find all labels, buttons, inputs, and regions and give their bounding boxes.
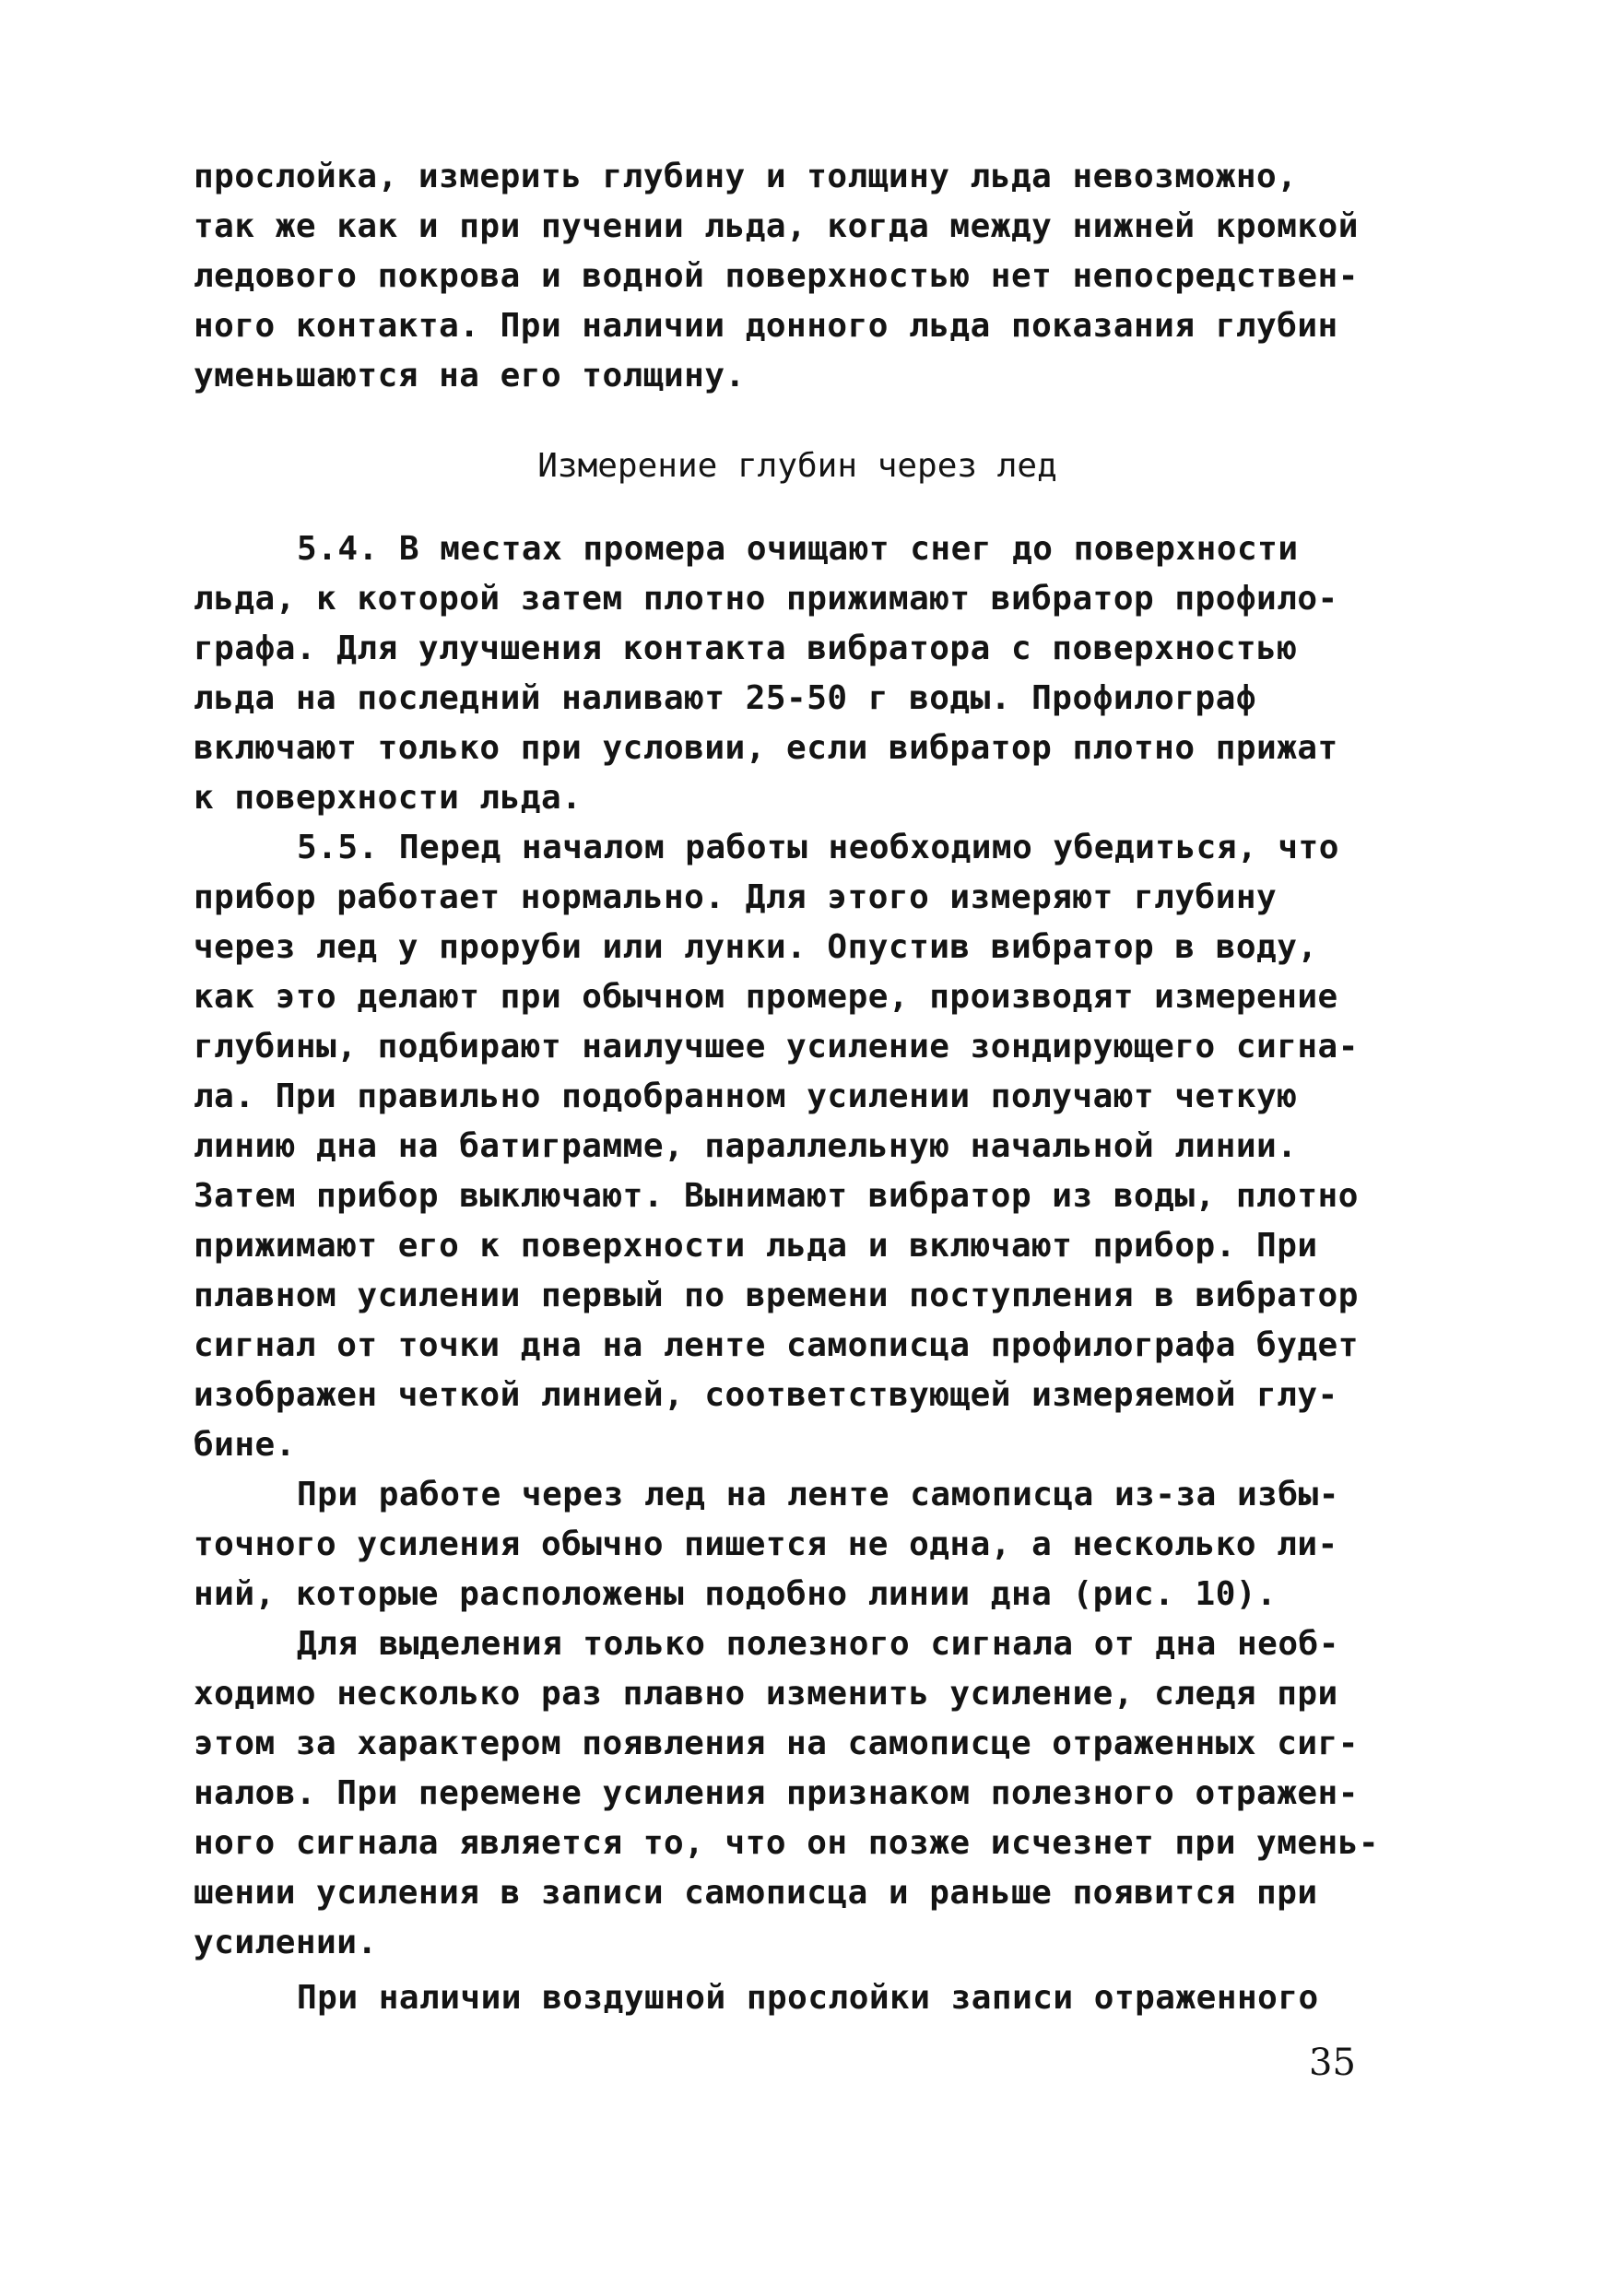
para-5-5-line: как это делают при обычном промере, производят измерение: [194, 978, 1338, 1016]
para-5-5-line: бине.: [194, 1426, 296, 1464]
para-signal-line: ходимо несколько раз плавно изменить усиление, следя при: [194, 1675, 1338, 1713]
para-signal-line: Для выделения только полезного сигнала от дна необ-: [297, 1625, 1339, 1663]
intro-line: уменьшаются на его толщину.: [194, 357, 746, 394]
para-5-5-line: 5.5. Перед началом работы необходимо убедиться, что: [297, 829, 1339, 866]
para-5-4-line: льда, к которой затем плотно прижимают вибратор профило-: [194, 580, 1338, 618]
para-signal-line: усилении.: [194, 1924, 378, 1961]
para-ice-line: точного усиления обычно пишется не одна, а несколько ли-: [194, 1525, 1338, 1563]
para-5-5-line: линию дна на батиграмме, параллельную начальной линии.: [194, 1127, 1298, 1165]
para-5-5-line: прижимают его к поверхности льда и включают прибор. При: [194, 1227, 1318, 1265]
section-heading: Измерение глубин через лед: [537, 447, 1057, 485]
para-5-5-line: через лед у проруби или лунки. Опустив вибратор в воду,: [194, 928, 1318, 966]
para-5-5-line: Затем прибор выключают. Вынимают вибратор из воды, плотно: [194, 1177, 1359, 1215]
para-ice-line: При работе через лед на ленте самописца из-за избы-: [297, 1476, 1339, 1513]
para-5-5-line: изображен четкой линией, соответствующей измеряемой глу-: [194, 1376, 1338, 1414]
para-5-4-line: 5.4. В местах промера очищают снег до поверхности: [297, 530, 1299, 568]
para-signal-line: ного сигнала является то, что он позже исчезнет при умень-: [194, 1824, 1380, 1862]
para-air-line: При наличии воздушной прослойки записи отраженного: [297, 1979, 1319, 2017]
para-5-4-line: графа. Для улучшения контакта вибратора с поверхностью: [194, 630, 1298, 667]
para-signal-line: этом за характером появления на самописце отраженных сиг-: [194, 1725, 1359, 1762]
para-5-5-line: прибор работает нормально. Для этого измеряют глубину: [194, 878, 1278, 916]
para-signal-line: налов. При перемене усиления признаком полезного отражен-: [194, 1774, 1359, 1812]
para-signal-line: шении усиления в записи самописца и раньше появится при: [194, 1874, 1318, 1912]
para-5-4-line: льда на последний наливают 25-50 г воды. Профилограф: [194, 679, 1257, 717]
para-5-4-line: включают только при условии, если вибратор плотно прижат: [194, 729, 1338, 767]
para-5-5-line: сигнал от точки дна на ленте самописца профилографа будет: [194, 1326, 1359, 1364]
page-number: 35: [1309, 2042, 1356, 2084]
intro-line: так же как и при пучении льда, когда между нижней кромкой: [194, 207, 1359, 245]
para-ice-line: ний, которые расположены подобно линии дна (рис. 10).: [194, 1575, 1278, 1613]
para-5-5-line: ла. При правильно подобранном усилении получают четкую: [194, 1077, 1298, 1115]
intro-line: прослойка, измерить глубину и толщину льда невозможно,: [194, 158, 1298, 195]
para-5-5-line: плавном усилении первый по времени поступления в вибратор: [194, 1277, 1359, 1314]
para-5-5-line: глубины, подбирают наилучшее усиление зондирующего сигна-: [194, 1028, 1359, 1066]
intro-line: ледового покрова и водной поверхностью нет непосредствен-: [194, 257, 1359, 295]
intro-line: ного контакта. При наличии донного льда показания глубин: [194, 307, 1338, 345]
para-5-4-line: к поверхности льда.: [194, 779, 583, 817]
